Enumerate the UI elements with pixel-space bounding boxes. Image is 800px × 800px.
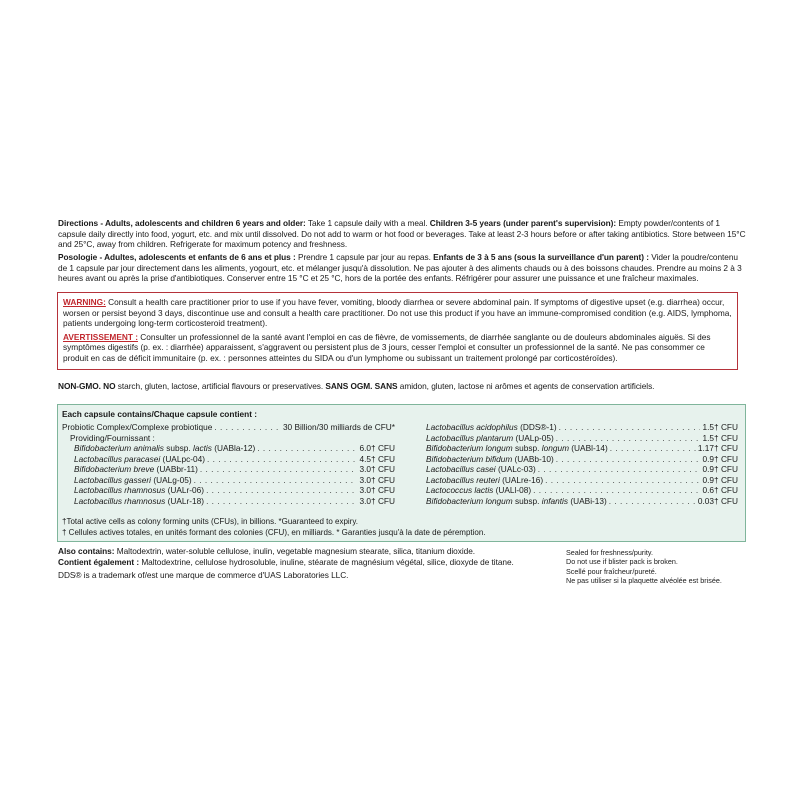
strain-row: [62, 485, 395, 496]
strain-genus: Lactobacillus casei: [426, 464, 496, 474]
strain-row: [62, 464, 395, 475]
strain-name: [62, 443, 255, 454]
strain-name: [426, 475, 543, 486]
leader-dots: [194, 475, 358, 486]
strain-name: [62, 496, 204, 507]
strain-genus: Bifidobacterium breve: [74, 464, 155, 474]
strain-row: [426, 464, 738, 475]
strain-name: [426, 422, 557, 433]
strain-name: [426, 464, 536, 475]
strain-code: (DDS®-1): [517, 422, 557, 432]
strain-cfu-value: 4.5† CFU: [359, 453, 395, 464]
strain-subsp: subsp.: [163, 443, 193, 453]
contient-egalement-french: [58, 557, 558, 568]
strain-name: [426, 496, 607, 507]
strain-row: [426, 485, 738, 496]
directions-french: [58, 252, 746, 284]
directions-english: [58, 218, 746, 250]
strain-genus: Lactobacillus gasseri: [74, 474, 152, 485]
strain-genus: Lactobacillus plantarum: [426, 432, 514, 443]
strain-cfu-value: 0.9† CFU: [702, 474, 738, 485]
posologie-text-adults: Prendre 1 capsule par jour au repas.: [295, 252, 434, 262]
strain-code: (UABi-13): [568, 495, 607, 506]
strain-genus: Bifidobacterium animalis: [74, 443, 164, 453]
also-contains: [58, 546, 558, 568]
warning-text: Consult a health care practitioner prior to use if you have fever, vomiting, bloody diarrhea or severe abdominal pain. If symptoms of digestive upset (e.g. diarrhea) occur, worsen or persist beyond 3 days, discontinue use and consult a health care practitioner. Do not use this product if you have an immune-compromised condition (e.g. AIDS, lymphoma, patients undergoing long-term corticosteroid treatment).: [63, 297, 732, 329]
strain-code: (UABla-12): [211, 443, 256, 453]
warning-label: WARNING:: [63, 297, 106, 307]
probiotic-complex-row: [62, 422, 395, 433]
strain-row: [62, 475, 395, 486]
strain-code: (UABbr-11): [154, 464, 198, 474]
strain-name: [426, 485, 531, 496]
directions-heading: Directions - Adults, adolescents and children 6 years and older:: [58, 218, 306, 228]
strain-cfu-value: 0.6† CFU: [702, 485, 738, 495]
posologie-text-children: Vider la poudre/contenu de 1 capsule par jour directement dans les aliments, yogourt, etc. et mélanger jusqu'à dissolution. Ne pas ajouter à des aliments chauds ou à des boissons chaudes. Prendre au moins 2 à 3 heures avant ou après la prise d'antibiotiques. Conserver entre 15 °C et 25 °C, hors de la portée des enfants. Réfrigérer pour assurer une puissance et une fraîcheur maximales.: [58, 252, 742, 284]
strain-cfu-value: 3.0† CFU: [359, 464, 395, 474]
leader-dots: [610, 443, 696, 454]
contient-label: Contient également :: [58, 556, 140, 567]
directions-children-heading: Children 3-5 years (under parent's supervision):: [429, 218, 617, 228]
strain-genus: Lactobacillus paracasei: [74, 453, 161, 464]
strain-cfu-value: 0.9† CFU: [702, 464, 738, 474]
posologie-children-heading: Enfants de 3 à 5 ans (sous la surveillance d'un parent) :: [433, 252, 649, 262]
contient-text: Maltodextrine, cellulose hydrosoluble, inuline, stéarate de magnésium végétal, silice, dioxyde de titane.: [139, 556, 514, 567]
seal-line-4: Ne pas utiliser si la plaquette alvéolée est brisée.: [566, 575, 722, 585]
leader-dots: [214, 422, 281, 433]
directions-text-children: Empty powder/contents of 1 capsule daily directly into food, yogurt, etc. and mix until dissolved. Do not add to warm or hot food or beverages. Take at least 2-3 hours before or after taking antibiotics. Store between 15°C and 25°C, away from children. Refrigerate for maximum potency and freshness.: [58, 218, 746, 250]
leader-dots: [545, 475, 700, 486]
strain-code: (UALc-03): [495, 464, 536, 474]
strain-cfu-value: 1.5† CFU: [702, 432, 738, 443]
strain-row: [62, 454, 395, 465]
leader-dots: [200, 464, 358, 475]
avertissement-label: AVERTISSEMENT :: [63, 331, 138, 342]
strain-subsp: subsp.: [512, 443, 542, 453]
strain-code: (UABl-14): [568, 443, 608, 453]
strain-cfu-value: 3.0† CFU: [359, 485, 395, 495]
strain-row: [62, 496, 395, 507]
sans-ogm-label: SANS OGM. SANS: [325, 381, 398, 391]
also-contains-text: Maltodextrin, water-soluble cellulose, inulin, vegetable magnesium stearate, silica, titanium dioxide.: [114, 546, 476, 556]
non-gmo-statement: [58, 381, 746, 392]
warning-english: [63, 297, 732, 329]
strain-genus: Lactococcus lactis: [426, 485, 494, 495]
seal-line-3: Scellé pour fraîcheur/pureté.: [566, 566, 657, 576]
strain-genus: Lactobacillus reuteri: [426, 474, 500, 485]
strain-row: [426, 443, 738, 454]
seal-line-2: Do not use if blister pack is broken.: [566, 557, 678, 567]
strain-genus: Lactobacillus rhamnosus: [74, 485, 166, 495]
footnote-english: †Total active cells as colony forming units (CFUs), in billions. *Guaranteed to expiry.: [62, 517, 358, 526]
also-contains-label: Also contains:: [58, 546, 115, 556]
strain-cfu-value: 6.0† CFU: [359, 443, 395, 453]
leader-dots: [556, 454, 701, 465]
leader-dots: [533, 485, 700, 496]
strain-cfu-value: 0.9† CFU: [702, 453, 738, 464]
strain-subspecies: infantis: [541, 495, 569, 506]
leader-dots: [257, 443, 357, 454]
strain-genus: Bifidobacterium longum: [426, 443, 513, 453]
strain-row: [426, 475, 738, 486]
strain-name: [426, 454, 554, 465]
sans-ogm-text: amidon, gluten, lactose ni arômes et agents de conservation artificiels.: [397, 381, 655, 391]
strain-genus: Bifidobacterium longum: [426, 495, 513, 506]
probiotic-complex-value: 30 Billion/30 milliards de CFU*: [282, 422, 395, 432]
non-gmo-label: NON-GMO. NO: [58, 381, 116, 391]
strain-name: [62, 454, 205, 465]
strain-subsp: subsp.: [512, 495, 542, 506]
strain-subspecies: lactis: [192, 443, 212, 453]
strain-code: (UALg-05): [151, 474, 192, 485]
strain-code: (UALpc-04): [160, 453, 205, 464]
strain-row: [426, 422, 738, 433]
avertissement-text: Consulter un professionnel de la santé avant l'emploi en cas de fièvre, de vomissements, de diarrhée sanglante ou de douleurs abdominales aiguës. Si des symptômes digestifs (p. ex. : diarrhée) apparaissent, s'aggravent ou persistent plus de 3 jours, cesser l'emploi et consulter un professionnel de la santé. Ne pas consommer ce produit en cas de déficit immunitaire (p. ex. : personnes atteintes du SIDA ou d'un lymphome ou subissant un traitement prolongé par corticostéroïdes).: [63, 331, 711, 363]
strain-cfu-value: 3.0† CFU: [359, 474, 395, 485]
strain-code: (UABb-10): [512, 453, 554, 464]
warning-french: [63, 332, 732, 364]
strain-name: [426, 433, 554, 444]
providing-label: Providing/Fournissant :: [70, 432, 155, 443]
leader-dots: [609, 496, 696, 507]
leader-dots: [206, 496, 357, 507]
leader-dots: [556, 433, 701, 444]
strain-code: (UALp-05): [513, 432, 554, 443]
ingredients-left-column: [62, 422, 395, 506]
right-strain-list: [426, 422, 738, 506]
directions-text-adults: Take 1 capsule daily with a meal.: [305, 218, 430, 228]
strain-cfu-value: 3.0† CFU: [359, 495, 395, 506]
leader-dots: [207, 454, 358, 465]
leader-dots: [538, 464, 701, 475]
trademark-notice: DDS® is a trademark of/est une marque de commerce d'UAS Laboratories LLC.: [58, 570, 349, 580]
strain-row: [426, 454, 738, 465]
ingredients-right-column: [426, 422, 738, 506]
strain-genus: Lactobacillus rhamnosus: [74, 495, 166, 506]
seal-line-1: Sealed for freshness/purity.: [566, 548, 653, 557]
seal-notice: [566, 548, 756, 585]
footnote-french: † Cellules actives totales, en unités formant des colonies (CFU), en milliards. * Garanties jusqu'à la date de péremption.: [62, 527, 486, 537]
leader-dots: [206, 485, 357, 496]
warning-box: [57, 292, 738, 370]
strain-genus: Bifidobacterium bifidum: [426, 453, 513, 464]
ingredients-title: Each capsule contains/Chaque capsule contient :: [62, 409, 258, 419]
leader-dots: [559, 422, 701, 433]
strain-code: (UALre-16): [499, 474, 544, 485]
strain-row: [62, 443, 395, 454]
strain-row: [426, 433, 738, 444]
strain-subspecies: longum: [541, 443, 569, 453]
providing-row: [62, 433, 395, 444]
strain-code: (UALr-18): [165, 495, 205, 506]
strain-row: [426, 496, 738, 507]
strain-genus: Lactobacillus acidophilus: [426, 422, 518, 432]
also-contains-english: [58, 546, 558, 557]
strain-code: (UALl-08): [493, 485, 532, 495]
strain-name: [62, 485, 204, 496]
left-strain-list: [62, 443, 395, 506]
ingredients-footnotes: [62, 517, 486, 538]
strain-name: [426, 443, 608, 454]
strain-name: [62, 475, 192, 486]
non-gmo-text: starch, gluten, lactose, artificial flavours or preservatives.: [115, 381, 326, 391]
probiotic-complex-name: Probiotic Complex/Complexe probiotique: [62, 422, 213, 432]
posologie-heading: Posologie - Adultes, adolescents et enfants de 6 ans et plus :: [58, 252, 296, 262]
strain-cfu-value: 0.03† CFU: [697, 495, 738, 506]
strain-cfu-value: 1.17† CFU: [697, 443, 738, 453]
strain-name: [62, 464, 198, 475]
ingredients-box: [57, 404, 746, 542]
strain-code: (UALr-06): [165, 485, 205, 495]
strain-cfu-value: 1.5† CFU: [702, 422, 738, 432]
